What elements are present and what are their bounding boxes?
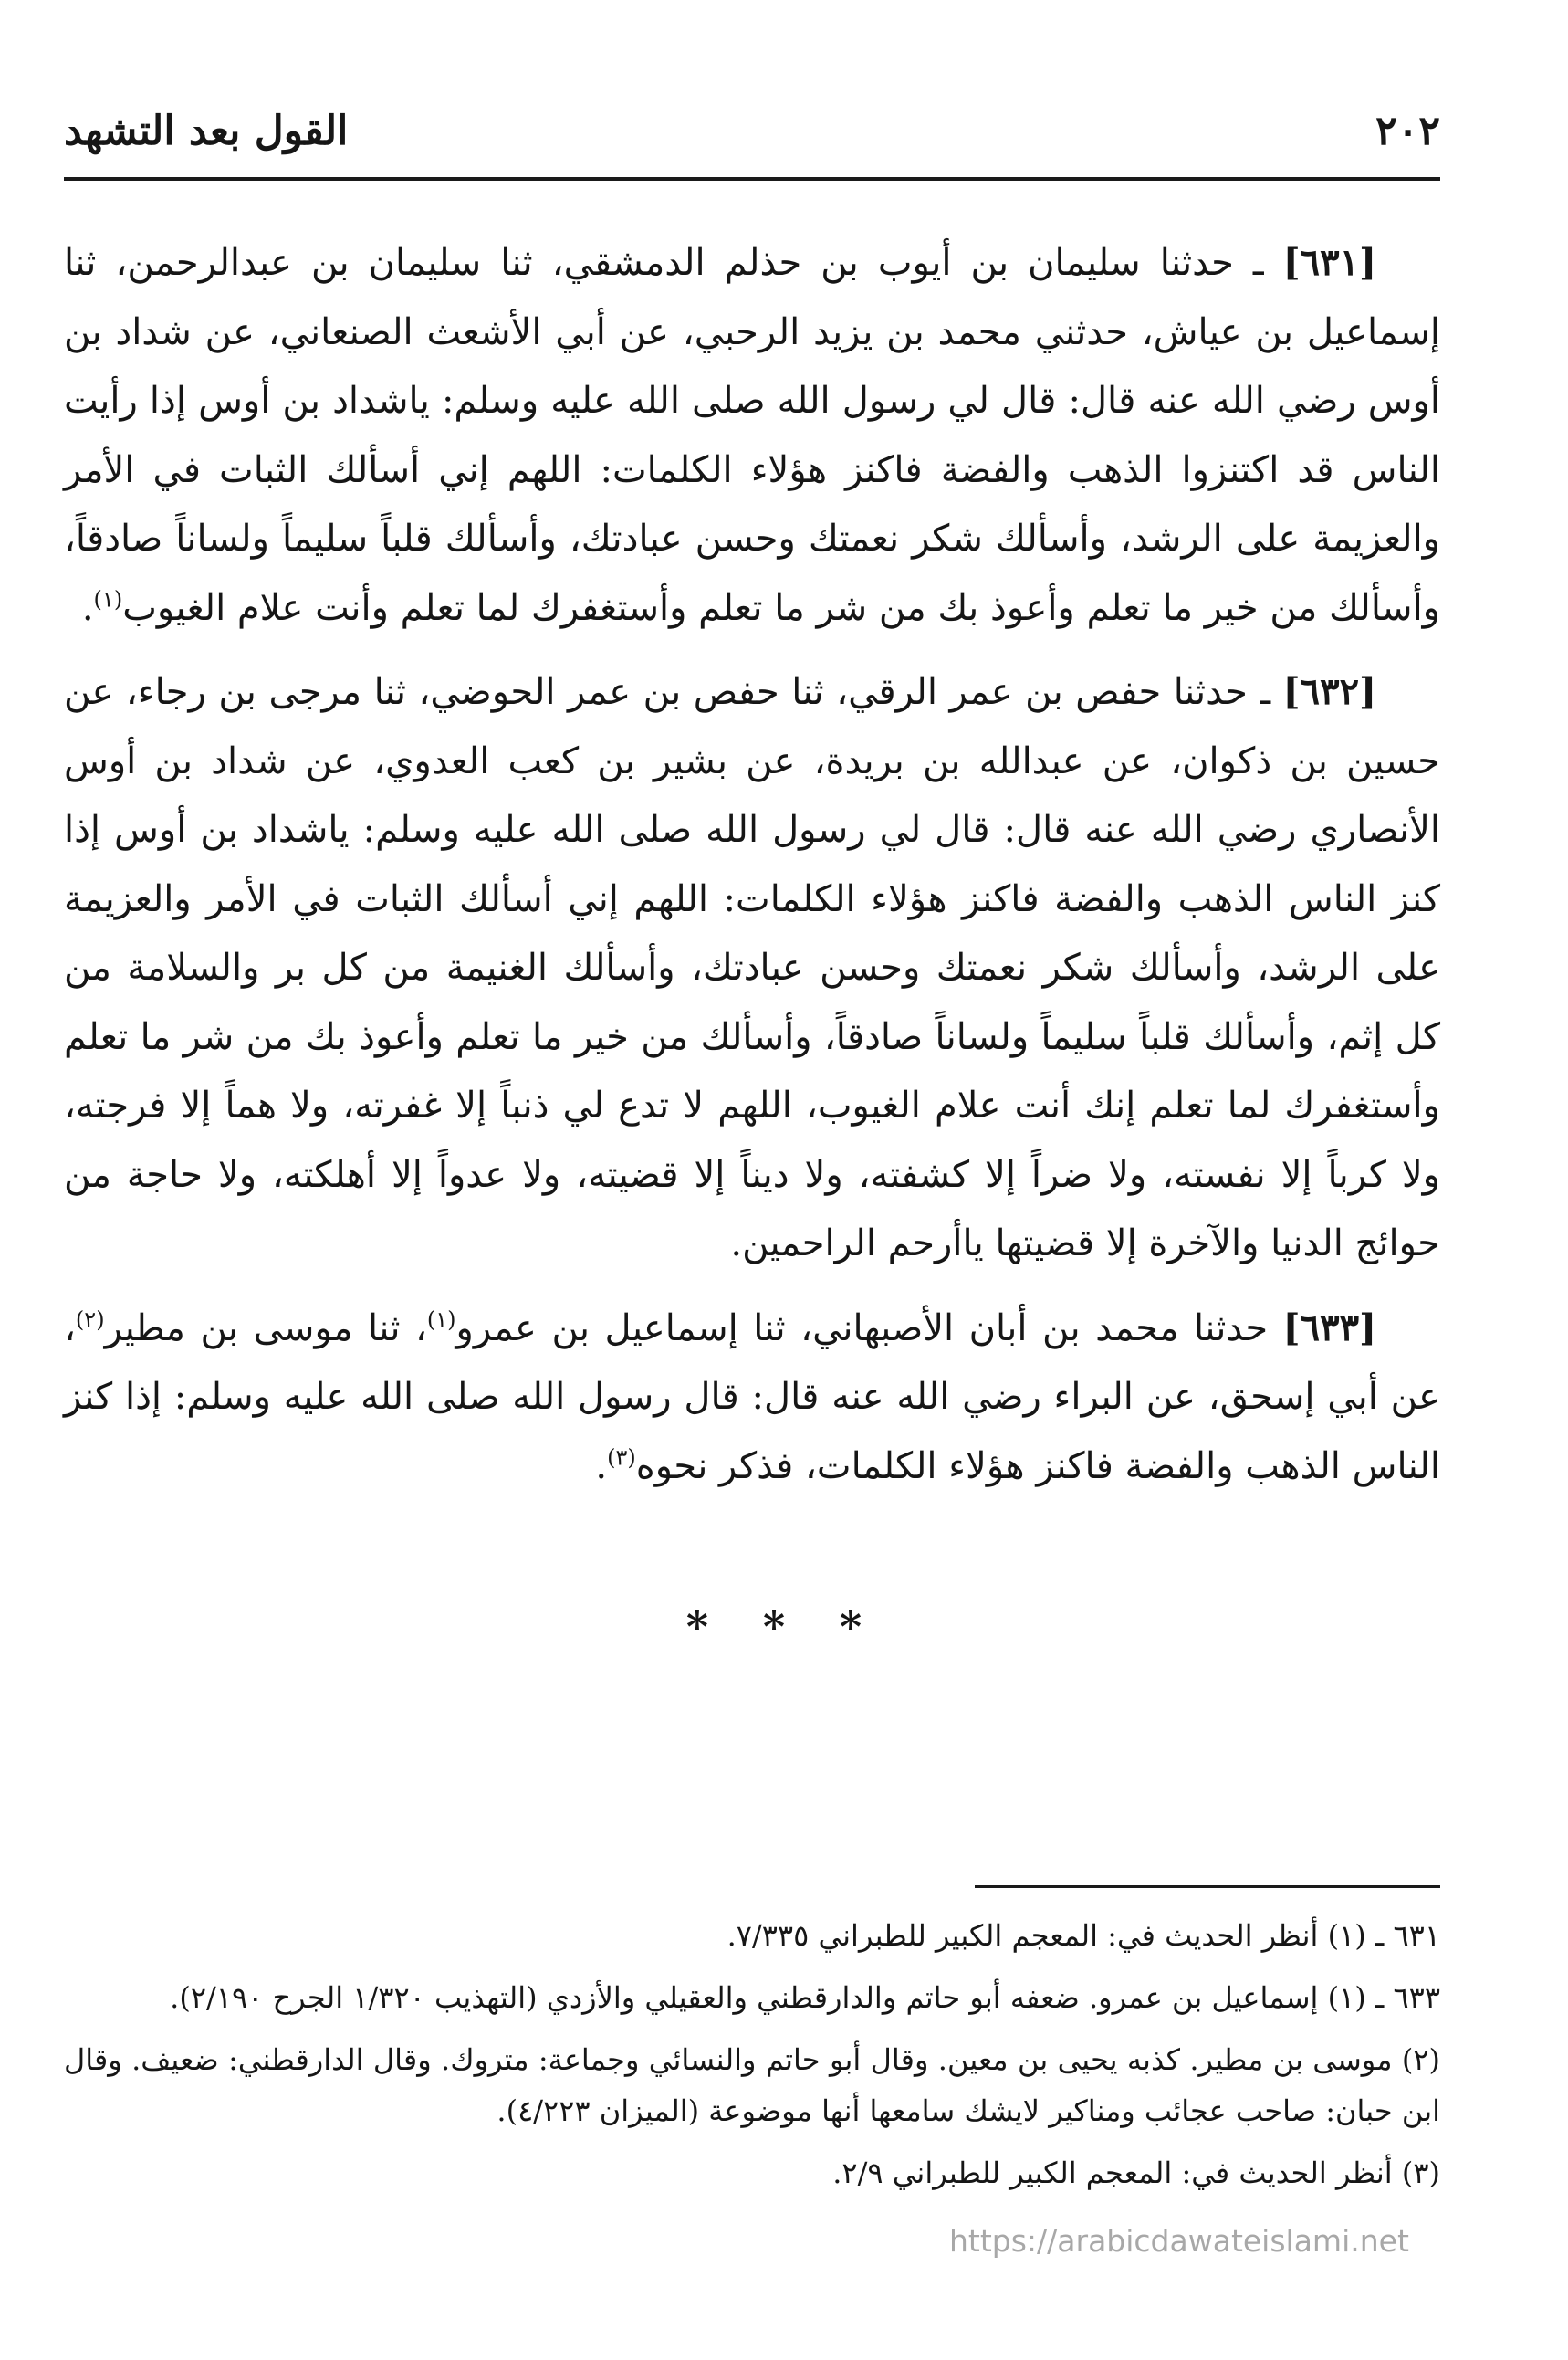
hadith-number: [٦٣٣] xyxy=(1282,1306,1376,1349)
hadith-631 xyxy=(64,228,1440,643)
hadith-text: ـ حدثنا سليمان بن أيوب بن حذلم الدمشقي، ثنا سليمان بن عبدالرحمن، ثنا إسماعيل بن عياش، حدثني محمد بن يزيد الرحبي، عن أبي الأشعث الصنعاني، عن شداد بن أوس رضي الله عنه قال: قال لي رسول الله صلى الله عليه وسلم: ياشداد بن أوس إذا رأيت الناس قد اكتنزوا الذهب والفضة فاكنز هؤلاء الكلمات: اللهم إني أسألك الثبات في الأمر والعزيمة على الرشد، وأسألك شكر نعمتك وحسن عبادتك، وأسألك قلباً سليماً ولساناً صادقاً، وأسألك من خير ما تعلم وأعوذ بك من شر ما تعلم وأستغفرك لما تعلم وأنت علام الغيوب xyxy=(64,242,1440,629)
hadith-text: ـ حدثنا حفص بن عمر الرقي، ثنا حفص بن عمر الحوضي، ثنا مرجى بن رجاء، عن حسين بن ذكوان، عن عبدالله بن بريدة، عن بشير بن كعب العدوي، عن شداد بن أوس الأنصاري رضي الله عنه قال: قال لي رسول الله صلى الله عليه وسلم: ياشداد بن أوس إذا كنز الناس الذهب والفضة فاكنز هؤلاء الكلمات: اللهم إني أسألك الثبات في الأمر والعزيمة على الرشد، وأسألك شكر نعمتك وحسن عبادتك، وأسألك الغنيمة من كل بر والسلامة من كل إثم، وأسألك قلباً سليماً ولساناً صادقاً، وأسألك من خير ما تعلم وأعوذ بك من شر ما تعلم وأستغفرك لما تعلم إنك أنت علام الغيوب، اللهم لا تدع لي ذنباً إلا غفرته، ولا هماً إلا فرجته، ولا كرباً إلا نفسته، ولا ضراً إلا كشفته، ولا ديناً إلا قضيته، ولا عدواً إلا أهلكته، ولا حاجة من حوائج الدنيا والآخرة إلا قضيتها ياأرحم الراحمين. xyxy=(64,671,1440,1264)
page-number: ٢٠٢ xyxy=(1375,108,1440,154)
hadith-ending: . xyxy=(595,1444,608,1487)
section-separator: * * * xyxy=(685,1602,883,1652)
footnote-ref: (١) xyxy=(426,1306,456,1333)
hadith-632 xyxy=(64,657,1440,1279)
hadith-633 xyxy=(64,1294,1440,1502)
running-title: القول بعد التشهد xyxy=(64,108,349,154)
footnote-631-1: ٦٣١ ـ (١) أنظر الحديث في: المعجم الكبير للطبراني ٧/٣٣٥. xyxy=(727,1918,1440,1953)
hadith-number: [٦٣١] xyxy=(1282,241,1377,284)
hadith-text: ، ثنا موسى بن مطير xyxy=(104,1306,427,1349)
footnote-633-2: (٢) موسى بن مطير. كذبه يحيى بن معين. وقال أبو حاتم والنسائي وجماعة: متروك. وقال الدارقطني: ضعيف. وقال ابن حبان: صاحب عجائب ومناكير لايشك سامعها أنها موضوعة (الميزان ٤/٢٢٣). xyxy=(64,2042,1440,2128)
footnotes xyxy=(64,1910,1440,2209)
watermark-url: https://arabicdawateislami.net xyxy=(949,2223,1409,2259)
page-header xyxy=(64,100,1440,164)
footnote-633-3: (٣) أنظر الحديث في: المعجم الكبير للطبراني ٢/٩. xyxy=(832,2155,1440,2190)
header-rule xyxy=(64,177,1440,181)
hadith-text: ، عن أبي إسحق، عن البراء رضي الله عنه قال: قال رسول الله صلى الله عليه وسلم: إذا كنز الناس الذهب والفضة فاكنز هؤلاء الكلمات، فذكر نحوه xyxy=(64,1306,1441,1487)
hadith-number: [٦٣٢] xyxy=(1282,670,1376,713)
footnote-633-1: ٦٣٣ ـ (١) إسماعيل بن عمرو. ضعفه أبو حاتم والدارقطني والعقيلي والأزدي (التهذيب ١/٣٢٠ الجرح ٢/١٩٠). xyxy=(170,1980,1440,2015)
footnote-ref: (٢) xyxy=(75,1306,105,1333)
main-text xyxy=(64,228,1440,1516)
footnote-ref: (٣) xyxy=(607,1444,636,1471)
footnote-ref: (١) xyxy=(93,586,123,613)
hadith-text: حدثنا محمد بن أبان الأصبهاني، ثنا إسماعيل بن عمرو xyxy=(455,1306,1283,1349)
hadith-ending: . xyxy=(81,586,94,629)
footnote-rule xyxy=(975,1885,1440,1888)
